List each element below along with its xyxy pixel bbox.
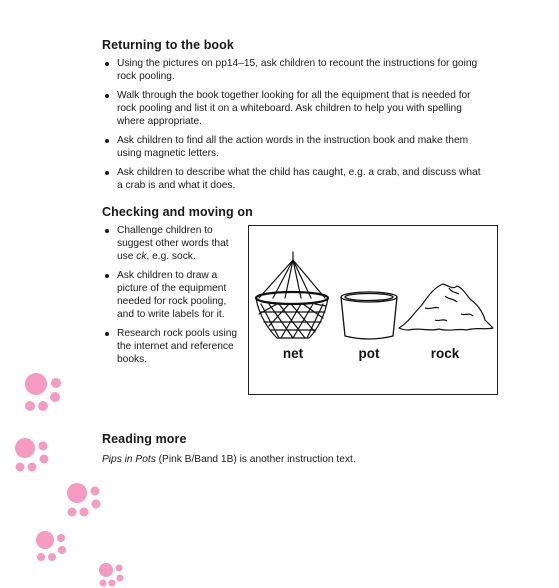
- pot-icon: [341, 292, 397, 339]
- list-item: Ask children to describe what the child has caught, e.g. a crab, and discuss what a crab is and what it does.: [102, 166, 482, 192]
- list-item: Ask children to find all the action words in the instruction book and make them using magnetic letters.: [102, 134, 482, 160]
- checking-item1-after: , e.g. sock.: [146, 251, 196, 262]
- returning-heading: Returning to the book: [102, 38, 234, 52]
- paw-print-icon: [96, 560, 128, 588]
- list-item: Ask children to draw a picture of the equipment needed for rock pooling, and to write labels for it.: [102, 269, 242, 321]
- paw-print-icon: [18, 370, 68, 420]
- list-item: [102, 224, 242, 263]
- rock-icon: [399, 284, 493, 330]
- list-item: Research rock pools using the internet and reference books.: [102, 327, 242, 366]
- reading-more-heading: Reading more: [102, 432, 187, 446]
- book-title: Pips in Pots: [102, 454, 156, 465]
- list-item: Walk through the book together looking for all the equipment that is needed for rock pooling and list it on a whiteboard. Ask children to help you with spelling where appropriate.: [102, 89, 482, 128]
- equipment-picture: [248, 225, 498, 395]
- reading-more-text: [102, 453, 356, 466]
- paw-print-icon: [32, 528, 72, 568]
- checking-list: [102, 224, 242, 372]
- paw-print-icon: [62, 480, 107, 525]
- paw-print-icon: [10, 435, 55, 480]
- returning-list: [102, 57, 482, 198]
- pot-label: pot: [358, 346, 380, 361]
- reading-more-rest: (Pink B/Band 1B) is another instruction text.: [155, 454, 356, 465]
- net-icon: [256, 252, 328, 338]
- checking-heading: Checking and moving on: [102, 205, 253, 219]
- list-item: Using the pictures on pp14–15, ask children to recount the instructions for going rock pooling.: [102, 57, 482, 83]
- net-label: net: [282, 346, 304, 361]
- rock-label: rock: [430, 346, 460, 361]
- checking-item1-emph: ck: [136, 251, 147, 262]
- checking-item1-before: Challenge children to suggest other words that use: [117, 225, 229, 262]
